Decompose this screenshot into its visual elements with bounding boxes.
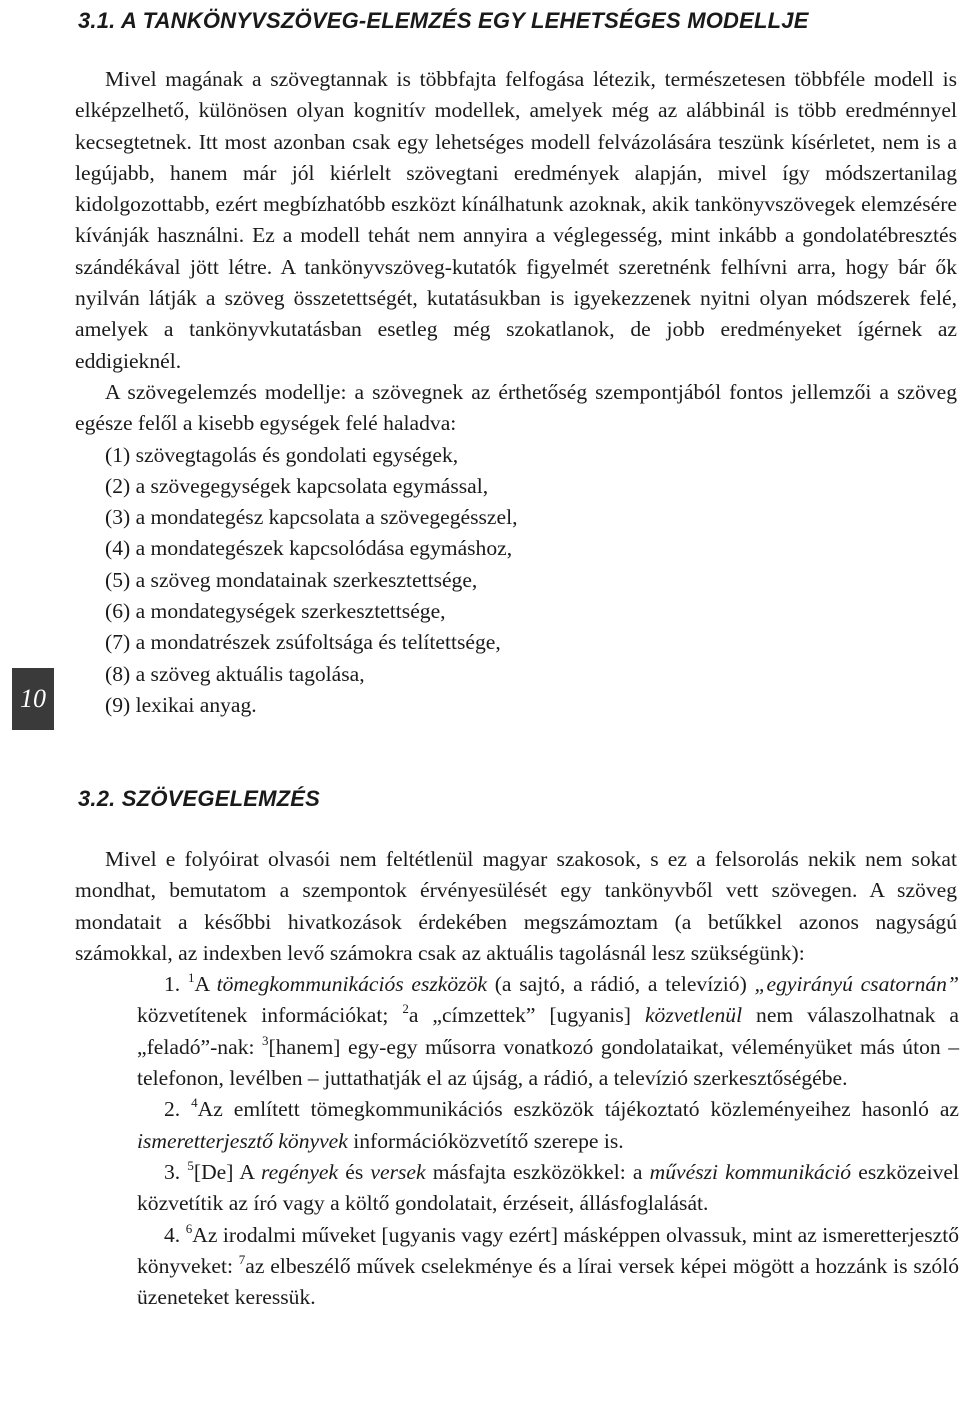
text-run: (a sajtó, a rádió, a televízió) [486, 972, 755, 997]
text-run: Az irodalmi műveket [ugyanis vagy ezért] másképpen olvassuk, mint az ismeretterjesztő könyveket: [137, 1222, 959, 1278]
list-item: (4) a mondategészek kapcsolódása egymáshoz, [105, 536, 513, 561]
paragraph-intro: Mivel magának a szövegtannak is többfajta felfogása létezik, természetesen többféle modell is elképzelhető, különösen olyan kognitív modellek, amelyek még az alábbinál is több eredménnyel kecsegtetnek. Itt most azonban csak egy lehetséges modell felvázolására teszünk kísérletet, nem is a legújabb, hanem már jól kiérlelt szövegtani eredmények alapján, mivel így módszertanilag kidolgozottabb, ezért megbízhatóbb eszközt kínálhatunk azoknak, akik tankönyvszövegek elemzésére kívánják használni. Ez a modell tehát nem annyira a véglegesség, mint inkább a gondolatébresztés szándékával jött létre. A tankönyvszöveg-kutatók figyelmét szeretnénk felhívni arra, hogy bár ők nyilván látják a szöveg összetettségét, kutatásukban is igyekezzenek nyitni olyan módszerek felé, amelyek a tankönyvkutatásban esetleg még szokatlanok, de jobb eredményeket ígérnek az eddigieknél. [75, 67, 957, 373]
italic-run: „egyirányú csatornán” [754, 972, 959, 997]
italic-run: versek [370, 1159, 426, 1184]
text-run: nem válaszolhatnak a „feladó”-nak: [137, 1003, 960, 1059]
text-run: Az említett tömegkommunikációs eszközök tájékoztató közleményeihez hasonló az [197, 1097, 959, 1122]
paragraph-model: A szövegelemzés modellje: a szövegnek az érthetőség szempontjából fontos jellemzői a szöveg egésze felől a kisebb egységek felé haladva: [75, 379, 957, 436]
index-number: 7 [238, 1251, 246, 1267]
index-number: 5 [187, 1157, 194, 1173]
sentence-item-4 [75, 1220, 959, 1314]
list-item: (1) szövegtagolás és gondolati egységek, [105, 442, 459, 467]
text-run: a „címzettek” [ugyanis] [408, 1003, 645, 1028]
section-heading-3-2: 3.2. SZÖVEGELEMZÉS [78, 786, 320, 811]
index-number: 3 [262, 1032, 269, 1048]
italic-run: művészi kommunikáció [649, 1159, 852, 1184]
list-item: (6) a mondategységek szerkesztettsége, [105, 599, 446, 624]
section-3-2-body [75, 844, 960, 1313]
paragraph-analysis-intro: Mivel e folyóirat olvasói nem feltétlenül magyar szakosok, s ez a felsorolás nekik nem sokat mondhat, bemutatom a szempontok érvényesülését egy tankönyvből vett szövegen. A szöveg mondatait a későbbi hivatkozások érdekében megszámoztam (a betűkkel azonos nagyságú számokkal, az indexben levő számokra csak az aktuális tagolásnál lesz szükségünk): [75, 847, 957, 965]
index-number: 2 [402, 1001, 409, 1017]
index-number: 4 [191, 1095, 198, 1111]
list-item: (2) a szövegegységek kapcsolata egymással, [105, 473, 489, 498]
item-number: 2. [164, 1097, 181, 1122]
text-run: A [194, 972, 217, 997]
item-number: 4. [164, 1222, 181, 1247]
text-run: [De] A [193, 1159, 261, 1184]
sentence-item-3 [75, 1157, 959, 1220]
text-run: másfajta eszközökkel: a [425, 1159, 650, 1184]
text-run: [hanem] egy-egy műsorra vonatkozó gondolataikat, véleményüket más úton – telefonon, levélben – juttathatják el az újság, a rádió, a televízió szerkesztőségébe. [137, 1034, 960, 1091]
text-run: eszközeivel közvetítik az író vagy a költő gondolatait, érzéseit, állásfoglalását. [137, 1159, 959, 1216]
item-number: 1. [164, 972, 181, 997]
text-run: az elbeszélő művek cselekménye és a lírai versek képei mögött a hozzánk is szóló üzeneteket keressük. [137, 1253, 959, 1310]
page-number-tab: 10 [12, 668, 54, 730]
section-heading-3-1: 3.1. A TANKÖNYVSZÖVEG-ELEMZÉS EGY LEHETSÉGES MODELLJE [78, 8, 809, 33]
text-run: információközvetítő szerepe is. [347, 1128, 624, 1153]
criteria-list [75, 440, 957, 722]
list-item: (3) a mondategész kapcsolata a szövegegésszel, [105, 505, 518, 530]
index-number: 6 [185, 1220, 193, 1236]
sentence-item-1 [75, 969, 959, 1094]
list-item: (5) a szöveg mondatainak szerkesztettsége, [105, 567, 478, 592]
sentence-item-2 [75, 1094, 959, 1157]
index-number: 1 [187, 970, 195, 986]
list-item: (8) a szöveg aktuális tagolása, [105, 661, 365, 686]
list-item: (9) lexikai anyag. [105, 692, 257, 717]
list-item: (7) a mondatrészek zsúfoltsága és telítettsége, [105, 630, 501, 655]
text-run: közvetítenek információkat; [137, 1003, 403, 1028]
item-number: 3. [164, 1159, 181, 1184]
numbered-sentences [75, 969, 960, 1313]
italic-run: regények [260, 1159, 339, 1184]
italic-run: közvetlenül [644, 1003, 743, 1028]
section-3-1-body [75, 64, 957, 721]
text-run: és [338, 1159, 371, 1184]
italic-run: tömegkommunikációs eszközök [216, 972, 487, 997]
italic-run: ismeretterjesztő könyvek [137, 1128, 348, 1153]
